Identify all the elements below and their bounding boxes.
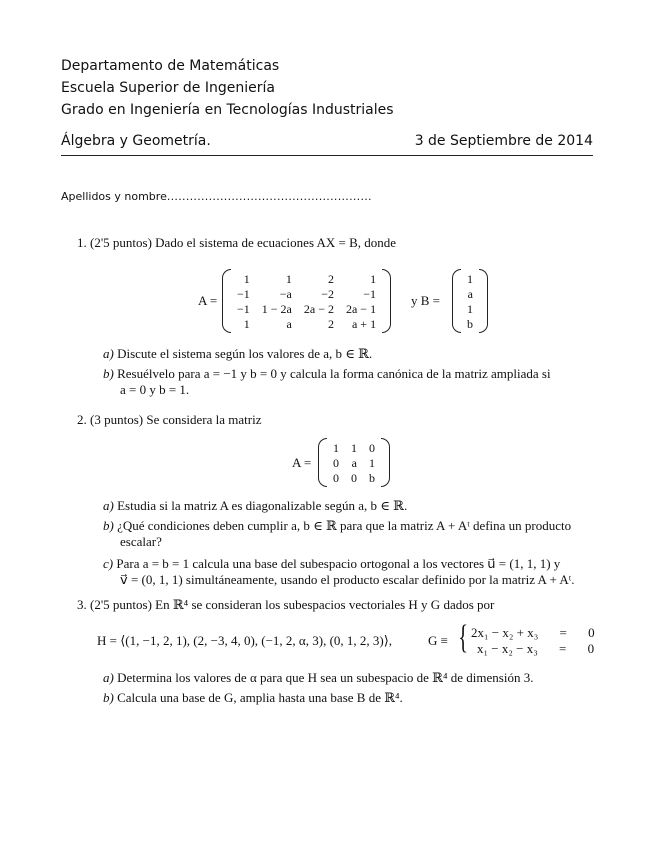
matrix-cell: 1 bbox=[285, 271, 292, 286]
part-label: b) bbox=[103, 690, 114, 705]
matrix-cell: −2 bbox=[321, 286, 334, 301]
matrix-cell: −1 bbox=[363, 286, 377, 301]
name-field-label: Apellidos y nombre bbox=[61, 190, 167, 203]
matrix-cell: 1 bbox=[370, 271, 377, 286]
matrix-cell: b bbox=[467, 316, 473, 331]
problem-3-part-a bbox=[103, 670, 533, 686]
matrix-cell: 1 bbox=[369, 455, 375, 470]
matrix-a-label: A = bbox=[198, 293, 218, 308]
problem-1-part-b bbox=[103, 366, 551, 382]
part-label: b) bbox=[103, 518, 114, 533]
problem-2-points: (3 puntos) bbox=[90, 412, 144, 427]
matrix-cell: 1 bbox=[467, 271, 473, 286]
matrix-cell: 2a − 1 bbox=[345, 301, 377, 316]
matrix-cell: 1 bbox=[351, 440, 357, 455]
matrix-a-2 bbox=[318, 438, 390, 487]
problem-1-number: 1. bbox=[77, 235, 87, 250]
degree-line: Grado en Ingeniería en Tecnologías Industriales bbox=[61, 102, 394, 118]
matrix-cell: 0 bbox=[351, 470, 357, 485]
part-label: a) bbox=[103, 498, 114, 513]
problem-2-part-b-cont: escalar? bbox=[120, 534, 162, 549]
g-eq1-sign: = bbox=[559, 625, 567, 640]
part-text: Determina los valores de α para que H sea un subespacio de ℝ⁴ de dimensión 3. bbox=[117, 670, 534, 685]
matrix-cell: a bbox=[351, 455, 357, 470]
problem-2-part-c bbox=[103, 556, 560, 572]
school-line: Escuela Superior de Ingeniería bbox=[61, 80, 275, 96]
part-text: ¿Qué condiciones deben cumplir a, b ∈ ℝ para que la matriz A + Aᵗ defina un producto bbox=[117, 518, 572, 533]
part-text: Resuélvelo para a = −1 y b = 0 y calcula la forma canónica de la matriz ampliada si bbox=[117, 366, 551, 381]
g-equation-2 bbox=[477, 641, 594, 657]
matrix-a-1 bbox=[222, 269, 391, 333]
matrix-cell: 0 bbox=[369, 440, 375, 455]
problem-3-statement bbox=[77, 597, 494, 613]
matrix-cell: −1 bbox=[237, 301, 250, 316]
problem-3-number: 3. bbox=[77, 597, 87, 612]
problem-3-text: En ℝ⁴ se consideran los subespacios vectoriales H y G dados por bbox=[155, 597, 495, 612]
matrix-cell: 2 bbox=[327, 271, 334, 286]
matrix-cell: 0 bbox=[333, 455, 339, 470]
problem-2-part-c-cont: v⃗ = (0, 1, 1) simultáneamente, usando el producto escalar definido por la matriz A + Aᵗ. bbox=[120, 572, 575, 587]
brace-icon: { bbox=[458, 619, 469, 656]
exam-date: 3 de Septiembre de 2014 bbox=[414, 133, 593, 149]
matrix-cell: 1 bbox=[243, 316, 250, 331]
part-text: Estudia si la matriz A es diagonalizable según a, b ∈ ℝ. bbox=[117, 498, 408, 513]
matrix-cell: 1 − 2a bbox=[261, 301, 292, 316]
problem-1-text: Dado el sistema de ecuaciones AX = B, donde bbox=[155, 235, 397, 250]
subspace-g-label: G ≡ bbox=[428, 633, 448, 648]
part-text: Discute el sistema según los valores de a, b ∈ ℝ. bbox=[117, 346, 373, 361]
header-rule bbox=[61, 155, 593, 156]
problem-1-points: (2'5 puntos) bbox=[90, 235, 152, 250]
course-title: Álgebra y Geometría. bbox=[61, 133, 211, 149]
problem-2-statement bbox=[77, 412, 262, 428]
problem-2-part-a bbox=[103, 498, 407, 514]
matrix-cell: 0 bbox=[333, 470, 339, 485]
g-eq1-rhs: 0 bbox=[588, 625, 595, 640]
matrix-cell: a + 1 bbox=[351, 316, 377, 331]
matrix-cell: −1 bbox=[237, 286, 250, 301]
problem-2-part-b bbox=[103, 518, 571, 534]
part-label: a) bbox=[103, 346, 114, 361]
matrix-cell: 1 bbox=[333, 440, 339, 455]
g-eq2-lhs: x₁ − x₂ − x₃ bbox=[477, 641, 538, 656]
problem-3-points: (2'5 puntos) bbox=[90, 597, 152, 612]
matrix-b-table bbox=[461, 271, 479, 331]
problem-3-part-b bbox=[103, 690, 403, 706]
matrix-cell: b bbox=[369, 470, 375, 485]
problem-2-text: Se considera la matriz bbox=[146, 412, 262, 427]
matrix-a2-label: A = bbox=[292, 455, 312, 470]
department-line: Departamento de Matemáticas bbox=[61, 58, 280, 74]
matrix-cell: a bbox=[467, 286, 473, 301]
part-label: c) bbox=[103, 556, 114, 571]
part-text: Para a = b = 1 calcula una base del subespacio ortogonal a los vectores u⃗ = (1, 1, 1) y bbox=[116, 556, 561, 571]
g-eq2-rhs: 0 bbox=[587, 641, 595, 656]
matrix-b-label: y B = bbox=[411, 293, 441, 308]
problem-1-part-a bbox=[103, 346, 372, 362]
problem-2-number: 2. bbox=[77, 412, 87, 427]
part-text: Calcula una base de G, amplia hasta una base B de ℝ⁴. bbox=[117, 690, 403, 705]
subspace-h-definition: H = ⟨(1, −1, 2, 1), (2, −3, 4, 0), (−1, 2, α, 3), (0, 1, 2, 3)⟩, bbox=[97, 633, 393, 648]
matrix-cell: a bbox=[286, 316, 292, 331]
part-label: b) bbox=[103, 366, 114, 381]
name-field-dots: ...................................................... bbox=[166, 190, 372, 203]
part-label: a) bbox=[103, 670, 114, 685]
matrix-cell: 2a − 2 bbox=[303, 301, 334, 316]
matrix-cell: 1 bbox=[467, 301, 473, 316]
matrix-cell: −a bbox=[279, 286, 292, 301]
g-eq1-lhs: 2x₁ − x₂ + x₃ bbox=[471, 625, 539, 640]
matrix-cell: 2 bbox=[327, 316, 334, 331]
g-equation-1 bbox=[471, 625, 595, 641]
matrix-a-2-table bbox=[327, 440, 381, 485]
matrix-b bbox=[452, 269, 488, 333]
problem-1-part-b-cont: a = 0 y b = 1. bbox=[120, 382, 190, 397]
problem-1-statement bbox=[77, 235, 396, 251]
name-field[interactable] bbox=[61, 190, 372, 203]
g-eq2-sign: = bbox=[559, 641, 567, 656]
matrix-a-1-table bbox=[231, 271, 382, 331]
matrix-cell: 1 bbox=[243, 271, 250, 286]
